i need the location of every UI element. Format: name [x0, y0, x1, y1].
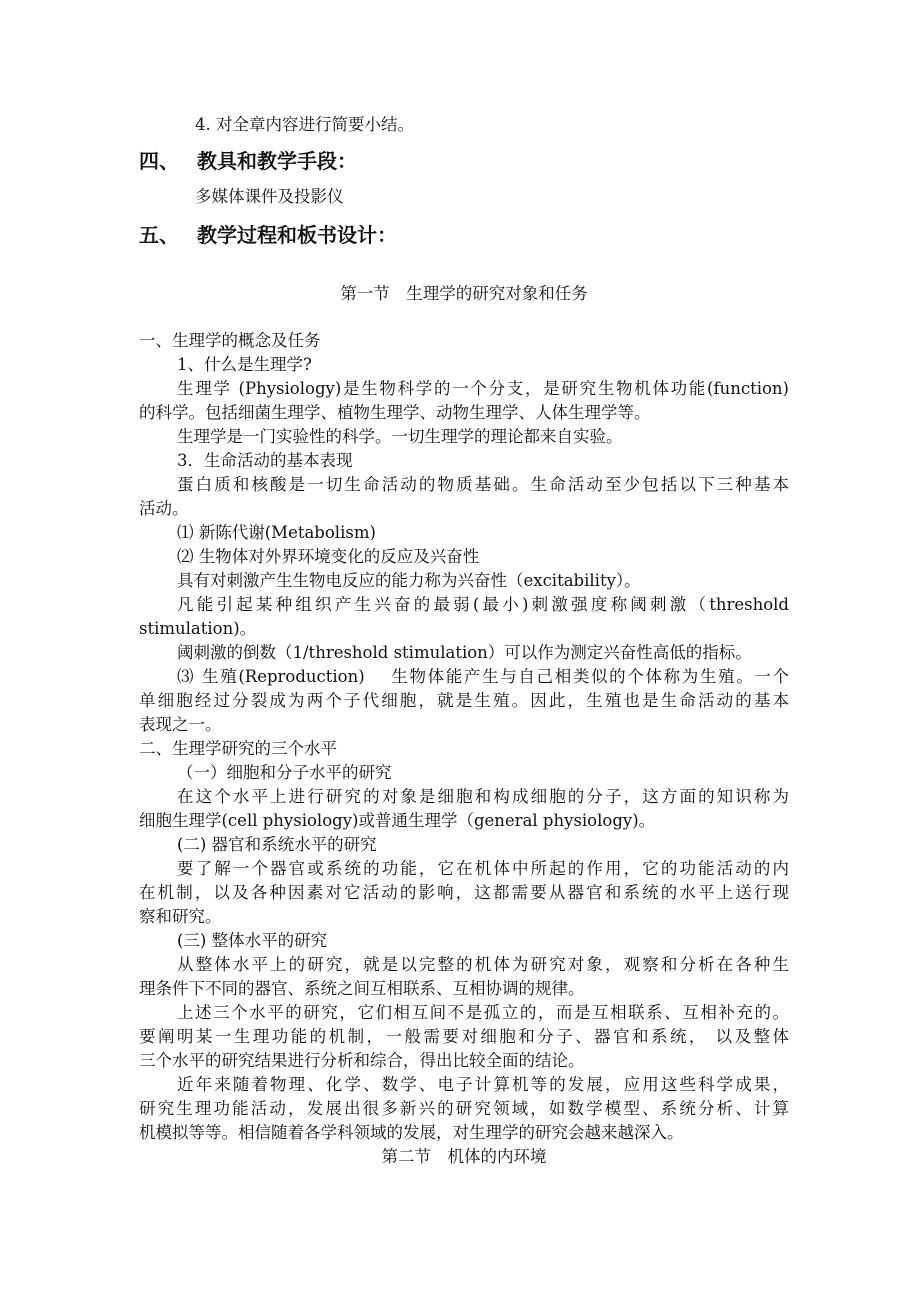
paragraph-line: 机模拟等等。相信随着各学科领域的发展，对生理学的研究会越来越深入。: [139, 1123, 684, 1142]
paragraph-line: 的科学。包括细菌生理学、植物生理学、动物生理学、人体生理学等。: [139, 403, 651, 422]
heading-teaching-tools: [139, 146, 357, 176]
paragraph-line: 生理学 (Physiology)是生物科学的一个分支，是研究生物机体功能(function): [177, 379, 789, 398]
teaching-tools-text: 多媒体课件及投影仪: [195, 187, 344, 206]
subheading: 3．生命活动的基本表现: [177, 451, 353, 470]
list-item: ⑴ 新陈代谢(Metabolism): [177, 523, 376, 542]
paragraph-line: stimulation)。: [139, 619, 257, 638]
paragraph-line: 阈刺激的倒数（1/threshold stimulation）可以作为测定兴奋性高低的指标。: [177, 643, 752, 662]
paragraph-line: 近年来随着物理、化学、数学、电子计算机等的发展，应用这些科学成果，: [177, 1075, 789, 1094]
list-item: ⑵ 生物体对外界环境变化的反应及兴奋性: [177, 547, 480, 566]
paragraph-line: 细胞生理学(cell physiology)或普通生理学（general physiology)。: [139, 811, 656, 830]
paragraph-line: 在这个水平上进行研究的对象是细胞和构成细胞的分子，这方面的知识称为: [177, 787, 789, 806]
subheading: 一、生理学的概念及任务: [139, 331, 321, 350]
subheading: （一）细胞和分子水平的研究: [177, 763, 392, 782]
list-item: ⑶ 生殖(Reproduction) 生物体能产生与自己相类似的个体称为生殖。一个: [177, 667, 789, 686]
paragraph-line: 察和研究。: [139, 907, 222, 926]
paragraph-line: 上述三个水平的研究，它们相互间不是孤立的，而是互相联系、互相补充的。: [177, 1003, 789, 1022]
paragraph-line: 理条件下不同的器官、系统之间互相联系、互相协调的规律。: [139, 979, 585, 998]
subheading: 1、什么是生理学?: [177, 355, 312, 374]
paragraph-line: 表现之一。: [139, 715, 222, 734]
paragraph-line: 活动。: [139, 499, 189, 518]
paragraph-line: 从整体水平上的研究，就是以完整的机体为研究对象，观察和分析在各种生: [177, 955, 789, 974]
paragraph-line: 在机制，以及各种因素对它活动的影响，这都需要从器官和系统的水平上送行现: [139, 883, 789, 902]
heading-number: 五、: [139, 223, 179, 247]
heading-text: 教学过程和板书设计：: [197, 223, 397, 247]
paragraph-line: 单细胞经过分裂成为两个子代细胞，就是生殖。因此，生殖也是生命活动的基本: [139, 691, 789, 710]
paragraph-line: 生理学是一门实验性的科学。一切生理学的理论都来自实验。: [177, 427, 623, 446]
summary-item: 4. 对全章内容进行简要小结。: [195, 115, 414, 134]
subheading: (二) 器官和系统水平的研究: [177, 835, 377, 854]
heading-number: 四、: [139, 149, 179, 173]
paragraph-line: 要阐明某一生理功能的机制，一般需要对细胞和分子、器官和系统， 以及整体: [139, 1027, 789, 1046]
section-title: 第二节 机体的内环境: [381, 1147, 547, 1166]
section-title: 第一节 生理学的研究对象和任务: [340, 284, 588, 303]
paragraph-line: 凡能引起某种组织产生兴奋的最弱(最小)刺激强度称阈刺激（threshold: [177, 595, 789, 614]
paragraph-line: 三个水平的研究结果进行分析和综合，得出比较全面的结论。: [139, 1051, 585, 1070]
subheading: (三) 整体水平的研究: [177, 931, 328, 950]
subheading: 二、生理学研究的三个水平: [139, 739, 337, 758]
heading-teaching-process: [139, 220, 397, 250]
paragraph-line: 研究生理功能活动，发展出很多新兴的研究领域，如数学模型、系统分析、计算: [139, 1099, 789, 1118]
paragraph-line: 蛋白质和核酸是一切生命活动的物质基础。生命活动至少包括以下三种基本: [177, 475, 789, 494]
heading-text: 教具和教学手段：: [197, 149, 357, 173]
paragraph-line: 要了解一个器官或系统的功能，它在机体中所起的作用，它的功能活动的内: [177, 859, 789, 878]
paragraph-line: 具有对刺激产生生物电反应的能力称为兴奋性（excitability）。: [177, 571, 641, 590]
